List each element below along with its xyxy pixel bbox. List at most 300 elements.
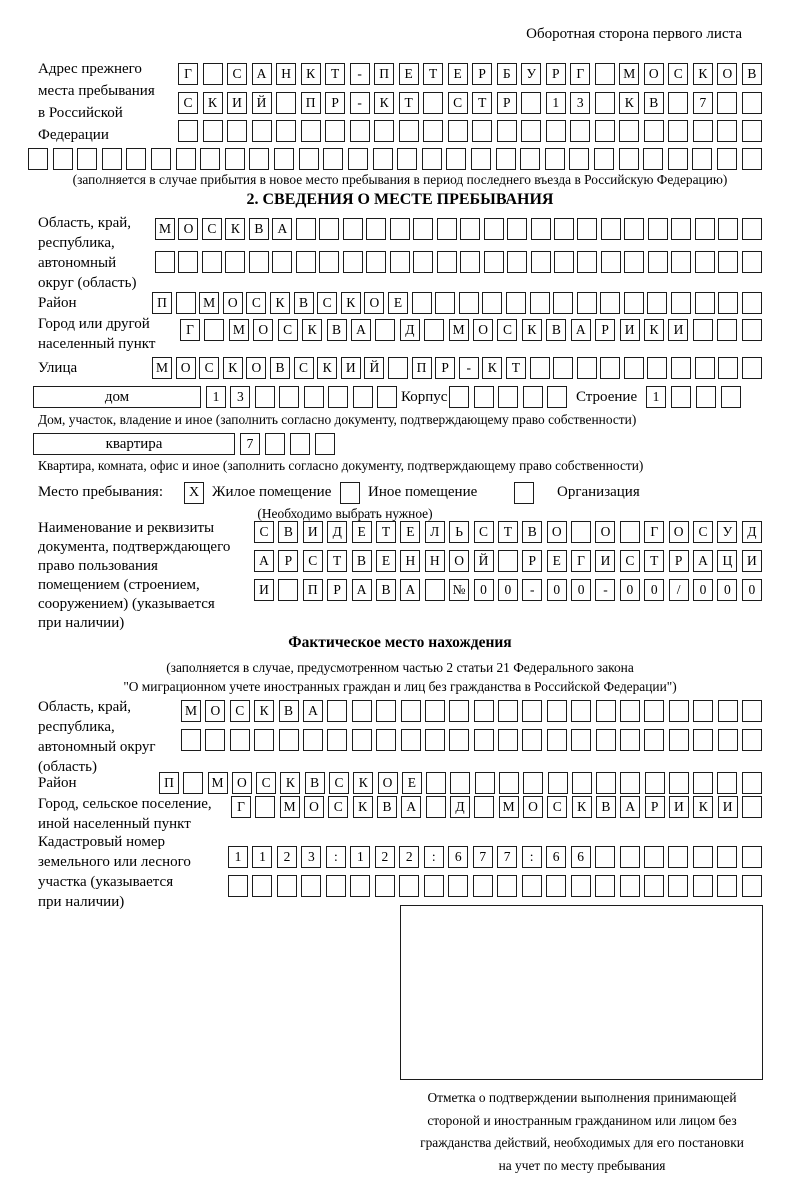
char-cell[interactable] [717,772,737,794]
char-cell[interactable] [366,251,386,273]
char-cell[interactable]: 2 [277,846,297,868]
char-cell[interactable] [669,700,689,722]
stay-checkbox-inoe[interactable] [340,482,360,504]
char-cell[interactable]: Т [327,550,347,572]
char-cell[interactable] [446,148,466,170]
char-cell[interactable]: Д [327,521,347,543]
char-cell[interactable] [531,218,551,240]
char-cell[interactable] [328,386,348,408]
char-cell[interactable] [399,120,419,142]
char-cell[interactable] [570,120,590,142]
char-cell[interactable]: К [619,92,639,114]
char-cell[interactable]: 0 [547,579,567,601]
char-cell[interactable] [742,700,762,722]
char-cell[interactable] [203,120,223,142]
char-cell[interactable]: - [595,579,615,601]
char-cell[interactable]: Т [472,92,492,114]
char-cell[interactable] [498,386,518,408]
char-cell[interactable] [497,875,517,897]
char-cell[interactable]: М [181,700,201,722]
char-cell[interactable] [531,251,551,273]
char-cell[interactable] [545,148,565,170]
char-cell[interactable] [742,729,762,751]
char-cell[interactable] [388,357,408,379]
char-cell[interactable] [484,251,504,273]
char-cell[interactable]: / [669,579,689,601]
char-cell[interactable] [644,875,664,897]
char-cell[interactable]: 1 [350,846,370,868]
char-cell[interactable]: В [249,218,269,240]
char-cell[interactable] [624,292,644,314]
char-cell[interactable] [522,729,542,751]
char-cell[interactable] [474,729,494,751]
char-cell[interactable]: С [329,772,349,794]
char-cell[interactable] [474,386,494,408]
char-cell[interactable]: А [254,550,274,572]
char-cell[interactable] [252,875,272,897]
char-cell[interactable] [290,433,310,455]
char-cell[interactable] [594,148,614,170]
char-cell[interactable]: С [303,550,323,572]
char-cell[interactable] [376,729,396,751]
char-cell[interactable]: М [619,63,639,85]
char-cell[interactable]: 7 [473,846,493,868]
char-cell[interactable] [304,386,324,408]
char-cell[interactable] [671,218,691,240]
char-cell[interactable]: О [232,772,252,794]
char-cell[interactable] [482,292,502,314]
char-cell[interactable]: Е [388,292,408,314]
char-cell[interactable]: И [227,92,247,114]
char-cell[interactable] [296,251,316,273]
char-cell[interactable] [718,357,738,379]
char-cell[interactable]: М [208,772,228,794]
char-cell[interactable]: 6 [546,846,566,868]
char-cell[interactable] [522,875,542,897]
char-cell[interactable]: П [152,292,172,314]
char-cell[interactable] [601,251,621,273]
kvartira-widebox[interactable]: квартира [33,433,235,455]
char-cell[interactable] [669,729,689,751]
char-cell[interactable]: А [272,218,292,240]
char-cell[interactable] [742,357,762,379]
char-cell[interactable] [202,251,222,273]
char-cell[interactable]: А [400,579,420,601]
char-cell[interactable] [278,579,298,601]
char-cell[interactable] [530,292,550,314]
char-cell[interactable]: О [449,550,469,572]
char-cell[interactable] [325,120,345,142]
char-cell[interactable] [742,772,762,794]
char-cell[interactable] [449,700,469,722]
char-cell[interactable] [401,729,421,751]
char-cell[interactable] [620,875,640,897]
char-cell[interactable]: А [352,579,372,601]
char-cell[interactable]: Д [450,796,470,818]
char-cell[interactable]: И [668,319,688,341]
stay-checkbox-zhiloe[interactable]: X [184,482,204,504]
char-cell[interactable]: С [256,772,276,794]
char-cell[interactable] [620,521,640,543]
char-cell[interactable]: 1 [646,386,666,408]
char-cell[interactable]: П [374,63,394,85]
char-cell[interactable] [571,521,591,543]
char-cell[interactable] [272,251,292,273]
char-cell[interactable]: К [302,319,322,341]
char-cell[interactable]: К [317,357,337,379]
stay-checkbox-organizatsiya[interactable] [514,482,534,504]
char-cell[interactable]: Б [497,63,517,85]
char-cell[interactable] [619,148,639,170]
char-cell[interactable]: К [482,357,502,379]
char-cell[interactable]: К [693,63,713,85]
char-cell[interactable] [553,292,573,314]
char-cell[interactable] [624,251,644,273]
char-cell[interactable]: С [246,292,266,314]
char-cell[interactable] [397,148,417,170]
char-cell[interactable]: : [424,846,444,868]
char-cell[interactable]: Т [399,92,419,114]
char-cell[interactable] [643,148,663,170]
char-cell[interactable]: Д [400,319,420,341]
char-cell[interactable]: М [229,319,249,341]
char-cell[interactable]: В [294,292,314,314]
char-cell[interactable] [348,148,368,170]
char-cell[interactable]: А [693,550,713,572]
char-cell[interactable] [595,120,615,142]
char-cell[interactable]: В [376,579,396,601]
char-cell[interactable] [437,218,457,240]
char-cell[interactable] [530,357,550,379]
char-cell[interactable] [450,772,470,794]
char-cell[interactable]: У [717,521,737,543]
char-cell[interactable]: Г [644,521,664,543]
char-cell[interactable]: С [474,521,494,543]
char-cell[interactable]: С [620,550,640,572]
char-cell[interactable]: М [199,292,219,314]
char-cell[interactable]: Е [448,63,468,85]
char-cell[interactable] [668,846,688,868]
char-cell[interactable]: - [350,63,370,85]
char-cell[interactable]: Т [325,63,345,85]
char-cell[interactable] [425,579,445,601]
char-cell[interactable] [448,120,468,142]
char-cell[interactable] [227,120,247,142]
char-cell[interactable] [520,148,540,170]
char-cell[interactable] [390,251,410,273]
char-cell[interactable]: О [178,218,198,240]
char-cell[interactable]: 1 [228,846,248,868]
char-cell[interactable]: О [717,63,737,85]
char-cell[interactable] [671,292,691,314]
char-cell[interactable] [265,433,285,455]
char-cell[interactable] [327,729,347,751]
char-cell[interactable] [303,729,323,751]
char-cell[interactable]: А [620,796,640,818]
char-cell[interactable] [742,875,762,897]
char-cell[interactable] [401,700,421,722]
char-cell[interactable] [426,796,446,818]
char-cell[interactable] [571,729,591,751]
char-cell[interactable] [460,218,480,240]
char-cell[interactable] [668,120,688,142]
char-cell[interactable] [296,218,316,240]
char-cell[interactable]: Е [402,772,422,794]
char-cell[interactable] [326,875,346,897]
char-cell[interactable]: Т [498,521,518,543]
char-cell[interactable] [693,772,713,794]
char-cell[interactable] [375,875,395,897]
char-cell[interactable] [155,251,175,273]
char-cell[interactable]: С [497,319,517,341]
char-cell[interactable] [507,218,527,240]
char-cell[interactable]: М [280,796,300,818]
char-cell[interactable] [475,772,495,794]
char-cell[interactable] [499,772,519,794]
char-cell[interactable] [600,357,620,379]
char-cell[interactable] [205,729,225,751]
char-cell[interactable]: В [327,319,347,341]
char-cell[interactable]: 2 [375,846,395,868]
char-cell[interactable] [692,148,712,170]
char-cell[interactable] [377,386,397,408]
char-cell[interactable] [323,148,343,170]
char-cell[interactable]: Н [425,550,445,572]
char-cell[interactable] [742,120,762,142]
char-cell[interactable]: В [270,357,290,379]
char-cell[interactable]: С [328,796,348,818]
char-cell[interactable] [693,120,713,142]
char-cell[interactable] [600,292,620,314]
char-cell[interactable] [319,251,339,273]
char-cell[interactable]: С [668,63,688,85]
char-cell[interactable] [437,251,457,273]
char-cell[interactable]: С [178,92,198,114]
char-cell[interactable]: 1 [546,92,566,114]
char-cell[interactable]: Е [547,550,567,572]
char-cell[interactable]: № [449,579,469,601]
char-cell[interactable] [572,772,592,794]
char-cell[interactable] [204,319,224,341]
char-cell[interactable]: П [303,579,323,601]
char-cell[interactable]: Р [325,92,345,114]
char-cell[interactable]: Л [425,521,445,543]
char-cell[interactable] [668,92,688,114]
char-cell[interactable]: Е [352,521,372,543]
char-cell[interactable] [413,218,433,240]
char-cell[interactable] [176,292,196,314]
char-cell[interactable]: К [203,92,223,114]
char-cell[interactable] [301,875,321,897]
char-cell[interactable]: С [278,319,298,341]
char-cell[interactable] [645,772,665,794]
char-cell[interactable] [319,218,339,240]
char-cell[interactable]: Н [400,550,420,572]
char-cell[interactable] [718,729,738,751]
char-cell[interactable] [151,148,171,170]
char-cell[interactable]: Й [364,357,384,379]
char-cell[interactable]: С [199,357,219,379]
char-cell[interactable]: О [176,357,196,379]
char-cell[interactable] [718,251,738,273]
char-cell[interactable] [620,846,640,868]
char-cell[interactable] [301,120,321,142]
char-cell[interactable] [228,875,248,897]
char-cell[interactable]: Т [506,357,526,379]
char-cell[interactable]: Р [327,579,347,601]
char-cell[interactable] [472,120,492,142]
char-cell[interactable]: О [523,796,543,818]
char-cell[interactable] [252,120,272,142]
char-cell[interactable] [203,63,223,85]
char-cell[interactable] [546,875,566,897]
char-cell[interactable]: В [279,700,299,722]
char-cell[interactable] [571,700,591,722]
char-cell[interactable] [473,875,493,897]
char-cell[interactable]: Ц [717,550,737,572]
char-cell[interactable]: С [294,357,314,379]
char-cell[interactable]: О [246,357,266,379]
char-cell[interactable] [449,729,469,751]
char-cell[interactable]: О [595,521,615,543]
char-cell[interactable]: - [459,357,479,379]
char-cell[interactable]: К [572,796,592,818]
char-cell[interactable]: Е [400,521,420,543]
char-cell[interactable]: 0 [620,579,640,601]
char-cell[interactable] [522,700,542,722]
char-cell[interactable] [554,218,574,240]
char-cell[interactable]: Р [497,92,517,114]
char-cell[interactable]: А [303,700,323,722]
char-cell[interactable] [422,148,442,170]
char-cell[interactable] [496,148,516,170]
char-cell[interactable]: П [301,92,321,114]
char-cell[interactable]: С [547,796,567,818]
char-cell[interactable]: К [280,772,300,794]
char-cell[interactable] [742,796,762,818]
char-cell[interactable]: В [596,796,616,818]
char-cell[interactable] [299,148,319,170]
char-cell[interactable]: 3 [230,386,250,408]
char-cell[interactable]: О [547,521,567,543]
char-cell[interactable] [274,148,294,170]
char-cell[interactable]: К [353,796,373,818]
char-cell[interactable] [279,729,299,751]
char-cell[interactable] [183,772,203,794]
char-cell[interactable]: И [341,357,361,379]
char-cell[interactable] [695,251,715,273]
char-cell[interactable]: К [693,796,713,818]
char-cell[interactable]: В [644,92,664,114]
char-cell[interactable]: С [693,521,713,543]
char-cell[interactable] [315,433,335,455]
char-cell[interactable] [717,846,737,868]
char-cell[interactable]: И [718,796,738,818]
char-cell[interactable] [498,729,518,751]
char-cell[interactable] [521,120,541,142]
char-cell[interactable] [230,729,250,751]
char-cell[interactable] [595,63,615,85]
char-cell[interactable] [717,92,737,114]
char-cell[interactable] [648,218,668,240]
char-cell[interactable] [601,218,621,240]
char-cell[interactable]: 0 [717,579,737,601]
char-cell[interactable]: Р [645,796,665,818]
char-cell[interactable]: В [305,772,325,794]
char-cell[interactable] [620,729,640,751]
char-cell[interactable]: Г [178,63,198,85]
char-cell[interactable]: О [473,319,493,341]
char-cell[interactable] [484,218,504,240]
char-cell[interactable] [343,251,363,273]
char-cell[interactable] [547,729,567,751]
char-cell[interactable] [126,148,146,170]
char-cell[interactable]: К [353,772,373,794]
char-cell[interactable] [498,550,518,572]
char-cell[interactable]: 0 [474,579,494,601]
char-cell[interactable] [366,218,386,240]
char-cell[interactable] [375,319,395,341]
char-cell[interactable] [373,148,393,170]
char-cell[interactable] [176,148,196,170]
char-cell[interactable]: Г [570,63,590,85]
char-cell[interactable]: М [449,319,469,341]
char-cell[interactable]: К [270,292,290,314]
char-cell[interactable] [577,251,597,273]
char-cell[interactable] [102,148,122,170]
char-cell[interactable] [669,772,689,794]
char-cell[interactable] [255,386,275,408]
char-cell[interactable] [624,357,644,379]
char-cell[interactable]: О [364,292,384,314]
char-cell[interactable]: С [317,292,337,314]
char-cell[interactable] [717,875,737,897]
char-cell[interactable]: 1 [252,846,272,868]
char-cell[interactable]: - [522,579,542,601]
char-cell[interactable] [471,148,491,170]
char-cell[interactable] [254,729,274,751]
char-cell[interactable]: В [522,521,542,543]
char-cell[interactable]: С [227,63,247,85]
char-cell[interactable]: К [522,319,542,341]
char-cell[interactable] [693,846,713,868]
char-cell[interactable] [624,218,644,240]
char-cell[interactable]: 0 [742,579,762,601]
char-cell[interactable] [424,319,444,341]
char-cell[interactable] [742,292,762,314]
char-cell[interactable]: Р [472,63,492,85]
char-cell[interactable]: В [377,796,397,818]
char-cell[interactable]: С [254,521,274,543]
char-cell[interactable]: А [401,796,421,818]
char-cell[interactable]: О [223,292,243,314]
char-cell[interactable]: Г [231,796,251,818]
char-cell[interactable] [647,357,667,379]
char-cell[interactable]: С [202,218,222,240]
char-cell[interactable] [596,700,616,722]
char-cell[interactable] [276,92,296,114]
char-cell[interactable] [255,796,275,818]
char-cell[interactable]: К [254,700,274,722]
char-cell[interactable] [425,700,445,722]
char-cell[interactable] [547,386,567,408]
char-cell[interactable]: М [152,357,172,379]
char-cell[interactable] [374,120,394,142]
char-cell[interactable] [343,218,363,240]
char-cell[interactable] [399,875,419,897]
char-cell[interactable]: Р [669,550,689,572]
char-cell[interactable] [547,700,567,722]
